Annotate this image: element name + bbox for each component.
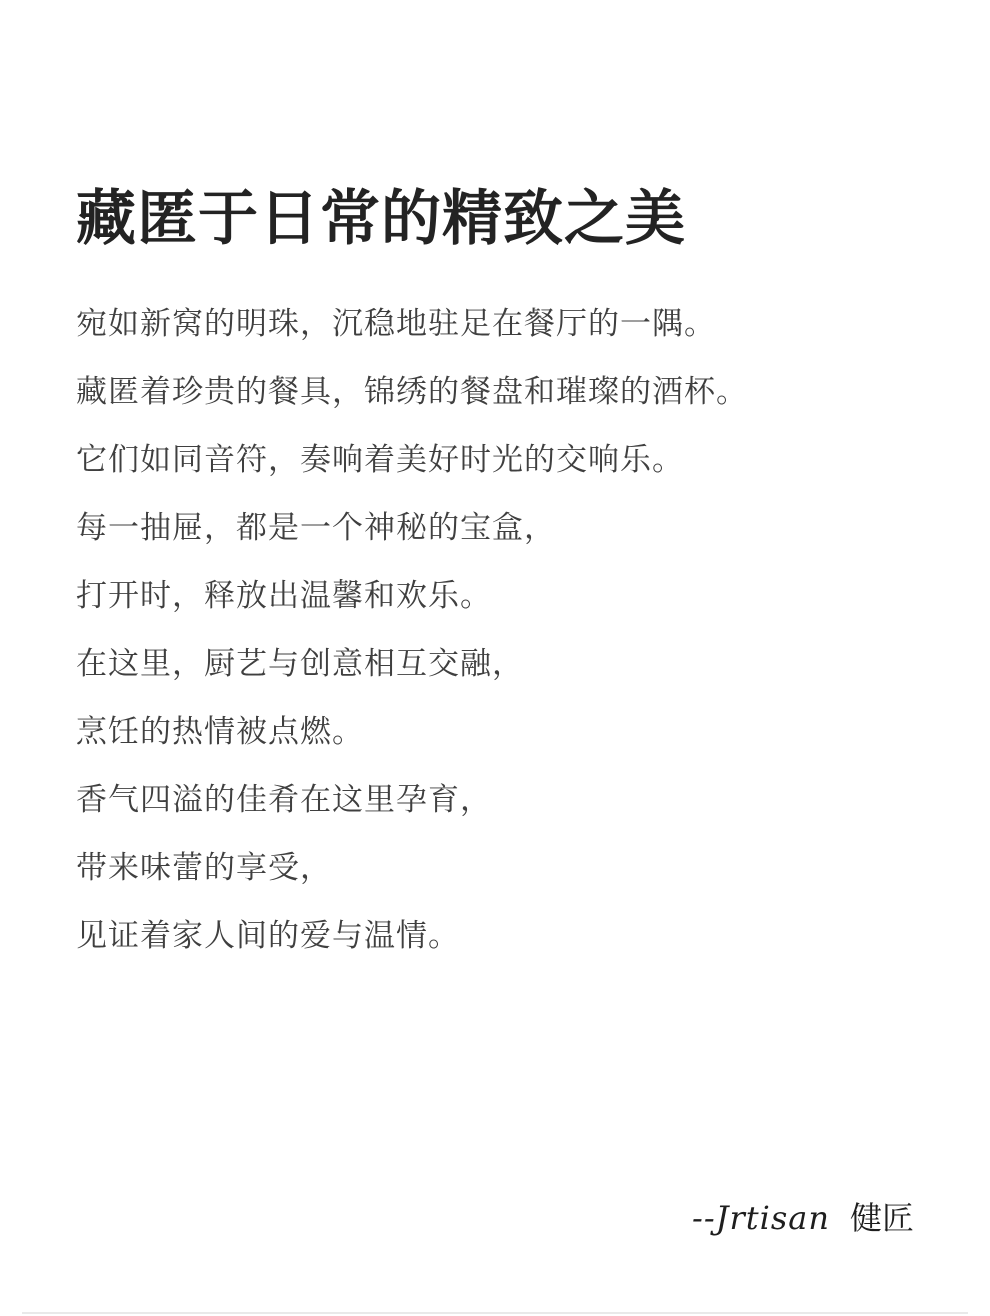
poem-line: 见证着家人间的爱与温情。 bbox=[76, 918, 460, 954]
bottom-divider bbox=[22, 1312, 968, 1314]
poem-line: 打开时，释放出温馨和欢乐。 bbox=[76, 578, 492, 614]
poem-body bbox=[76, 302, 916, 982]
poem-line: 带来味蕾的享受， bbox=[76, 850, 332, 886]
signature-chinese-name: 健匠 bbox=[849, 1199, 914, 1237]
author-signature bbox=[692, 1198, 914, 1238]
signature-name: --Jrtisan bbox=[692, 1199, 830, 1237]
poem-line: 每一抽屉，都是一个神秘的宝盒， bbox=[76, 510, 556, 546]
poem-line: 宛如新窝的明珠，沉稳地驻足在餐厅的一隅。 bbox=[76, 306, 716, 342]
poem-line: 它们如同音符，奏响着美好时光的交响乐。 bbox=[76, 442, 684, 478]
poem-line: 烹饪的热情被点燃。 bbox=[76, 714, 364, 750]
poem-line: 藏匿着珍贵的餐具，锦绣的餐盘和璀璨的酒杯。 bbox=[76, 374, 748, 410]
poem-line: 在这里，厨艺与创意相互交融， bbox=[76, 646, 524, 682]
poem-line: 香气四溢的佳肴在这里孕育， bbox=[76, 782, 492, 818]
page-title: 藏匿于日常的精致之美 bbox=[76, 184, 686, 254]
